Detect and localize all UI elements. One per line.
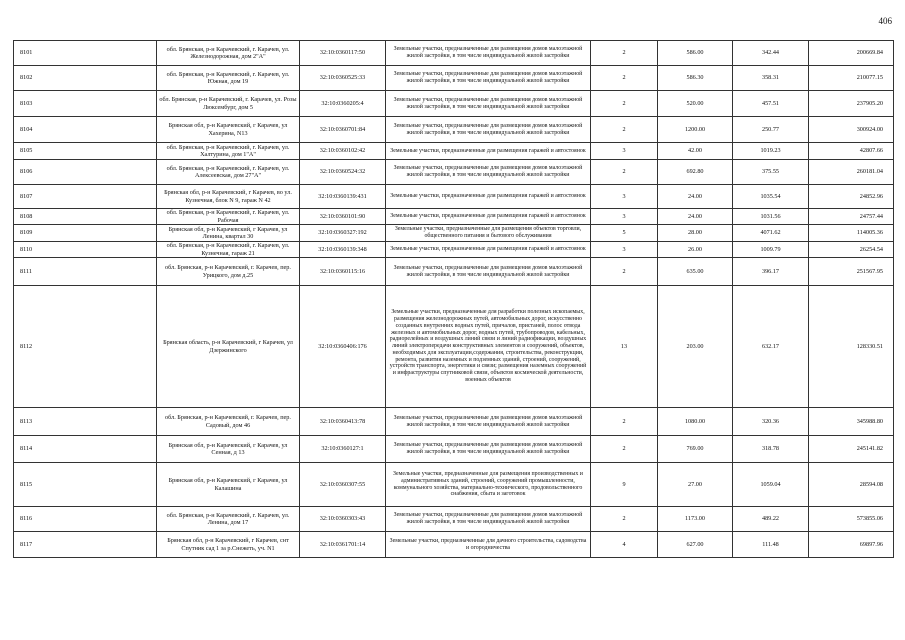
group-number-cell: 3 <box>591 143 658 160</box>
row-number: 8107 <box>14 185 157 209</box>
area-cell: 27.00 <box>658 463 733 507</box>
specific-value-cell: 1035.54 <box>733 185 809 209</box>
land-use-cell: Земельные участки, предназначенные для размещения гаражей и автостоянок <box>386 242 591 258</box>
cadastral-cost-cell: 260181.04 <box>809 160 894 185</box>
table-row <box>14 242 894 258</box>
land-use-cell: Земельные участки, предназначенные для размещения домов малоэтажной жилой застройки, в том числе индивидуальной жилой застройки <box>386 66 591 91</box>
address-cell: обл. Брянская, р-н Карачевский, г. Карачев, пер. Садовый, дом 46 <box>157 408 300 436</box>
land-use-cell: Земельные участки, предназначенные для дачного строительства, садоводства и огородничества <box>386 532 591 558</box>
cadastral-number-cell: 32:10:0360524:32 <box>300 160 386 185</box>
group-number-cell: 5 <box>591 225 658 242</box>
row-number: 8105 <box>14 143 157 160</box>
area-cell: 635.00 <box>658 258 733 286</box>
land-use-cell: Земельные участки, предназначенные для размещения домов малоэтажной жилой застройки, в том числе индивидуальной жилой застройки <box>386 41 591 66</box>
cadastral-cost-cell: 24852.96 <box>809 185 894 209</box>
cadastral-number-cell: 32:10:0360139:431 <box>300 185 386 209</box>
cadastral-number-cell: 32:10:0360525:33 <box>300 66 386 91</box>
group-number-cell: 4 <box>591 532 658 558</box>
table-row <box>14 117 894 143</box>
land-use-cell: Земельные участки, предназначенные для размещения гаражей и автостоянок <box>386 209 591 225</box>
address-cell: Брянская обл, р-н Карачевский, г Карачев, ул Калашина <box>157 463 300 507</box>
land-use-cell: Земельные участки, предназначенные для разработки полезных ископаемых, размещения железнодорожных путей, автомобильных дорог, искусственно созданных внутренних водных путей, причалов, пристаней, полос отвода железных и автомобильных дорог, водных путей, трубопроводов, кабельных, радиорелейных и воздушных линий связи и линий радиофикации, воздушных линий электропередачи конструктивных элементов и сооружений, объектов, необходимых для эксплуатации,содержания, строительства, реконструкции, ремонта, развития наземных и подземных зданий, строений, сооружений, устройств транспорта, энергетики и связи; размещения наземных сооружений и инфраструктуры спутниковой связи, объектов космической деятельности, военных объектов <box>386 286 591 408</box>
area-cell: 203.00 <box>658 286 733 408</box>
cadastral-number-cell: 32:10:0360139:348 <box>300 242 386 258</box>
address-cell: обл. Брянская, р-н Карачевский, г. Карачев, ул. Южная, дом 19 <box>157 66 300 91</box>
row-number: 8101 <box>14 41 157 66</box>
cadastral-cost-cell: 210077.15 <box>809 66 894 91</box>
area-cell: 769.00 <box>658 436 733 463</box>
area-cell: 1200.00 <box>658 117 733 143</box>
cadastral-number-cell: 32:10:0360303:43 <box>300 507 386 532</box>
area-cell: 1173.00 <box>658 507 733 532</box>
cadastral-cost-cell: 24757.44 <box>809 209 894 225</box>
table-row <box>14 209 894 225</box>
table-row <box>14 463 894 507</box>
specific-value-cell: 396.17 <box>733 258 809 286</box>
area-cell: 520.00 <box>658 91 733 117</box>
row-number: 8117 <box>14 532 157 558</box>
cadastral-cost-cell: 300924.00 <box>809 117 894 143</box>
area-cell: 26.00 <box>658 242 733 258</box>
page-number: 406 <box>878 16 892 26</box>
cadastral-cost-cell: 245141.82 <box>809 436 894 463</box>
cadastral-cost-cell: 114005.36 <box>809 225 894 242</box>
address-cell: обл. Брянская, р-н Карачевский, г. Карачев, пер. Урицкого, дом д.25 <box>157 258 300 286</box>
land-use-cell: Земельные участки, предназначенные для размещения гаражей и автостоянок <box>386 185 591 209</box>
table-row <box>14 143 894 160</box>
cadastral-number-cell: 32:10:0360115:16 <box>300 258 386 286</box>
area-cell: 627.00 <box>658 532 733 558</box>
area-cell: 586.00 <box>658 41 733 66</box>
specific-value-cell: 318.78 <box>733 436 809 463</box>
row-number: 8116 <box>14 507 157 532</box>
land-use-cell: Земельные участки, предназначенные для размещения производственных и административных зданий, строений, сооружений промышленности, коммунального хозяйства, материально-технического, продовольственного снабжения, сбыта и заготовок <box>386 463 591 507</box>
specific-value-cell: 1031.56 <box>733 209 809 225</box>
land-use-cell: Земельные участки, предназначенные для размещения домов малоэтажной жилой застройки, в том числе индивидуальной жилой застройки <box>386 91 591 117</box>
table-row <box>14 532 894 558</box>
table-row <box>14 436 894 463</box>
specific-value-cell: 1059.04 <box>733 463 809 507</box>
cadastral-cost-cell: 26254.54 <box>809 242 894 258</box>
row-number: 8102 <box>14 66 157 91</box>
address-cell: обл. Брянская, р-н Карачевский, г. Карачев, ул. Халтурина, дом 1"А" <box>157 143 300 160</box>
cadastral-cost-cell: 128330.51 <box>809 286 894 408</box>
land-use-cell: Земельные участки, предназначенные для размещения домов малоэтажной жилой застройки, в том числе индивидуальной жилой застройки <box>386 117 591 143</box>
row-number: 8106 <box>14 160 157 185</box>
address-cell: обл. Брянская, р-н Карачевский, г. Карачев, ул. Ленина, дом 17 <box>157 507 300 532</box>
specific-value-cell: 1019.23 <box>733 143 809 160</box>
area-cell: 1080.00 <box>658 408 733 436</box>
group-number-cell: 3 <box>591 209 658 225</box>
address-cell: Брянская обл, р-н Карачевский, г Карачев, ул Хахерина, N13 <box>157 117 300 143</box>
land-use-cell: Земельные участки, предназначенные для размещения домов малоэтажной жилой застройки, в том числе индивидуальной жилой застройки <box>386 160 591 185</box>
table-row <box>14 225 894 242</box>
land-use-cell: Земельные участки, предназначенные для размещения домов малоэтажной жилой застройки, в том числе индивидуальной жилой застройки <box>386 507 591 532</box>
address-cell: Брянская обл, р-н Карачевский, г Карачев, снт Спутник сад 1 за р.Снежеть, уч. N1 <box>157 532 300 558</box>
address-cell: обл. Брянская, р-н Карачевский, г. Карачев, ул. Розы Люксембург, дом 5 <box>157 91 300 117</box>
address-cell: обл. Брянская, р-н Карачевский, г. Карачев, ул. Кузнечная, гараж 21 <box>157 242 300 258</box>
address-cell: Брянская область, р-н Карачевский, г Карачев, ул Дзержинского <box>157 286 300 408</box>
group-number-cell: 2 <box>591 41 658 66</box>
table-row <box>14 286 894 408</box>
cadastral-number-cell: 32:10:0360307:55 <box>300 463 386 507</box>
group-number-cell: 2 <box>591 91 658 117</box>
specific-value-cell: 358.31 <box>733 66 809 91</box>
cadastral-value-table <box>13 40 894 558</box>
specific-value-cell: 320.36 <box>733 408 809 436</box>
cadastral-number-cell: 32:10:0361701:14 <box>300 532 386 558</box>
cadastral-number-cell: 32:10:0360327:192 <box>300 225 386 242</box>
group-number-cell: 2 <box>591 258 658 286</box>
table-row <box>14 507 894 532</box>
cadastral-cost-cell: 573855.06 <box>809 507 894 532</box>
area-cell: 24.00 <box>658 185 733 209</box>
table-row <box>14 258 894 286</box>
row-number: 8104 <box>14 117 157 143</box>
row-number: 8103 <box>14 91 157 117</box>
table-row <box>14 66 894 91</box>
area-cell: 692.80 <box>658 160 733 185</box>
cadastral-cost-cell: 42807.66 <box>809 143 894 160</box>
land-use-cell: Земельные участки, предназначенные для размещения домов малоэтажной жилой застройки, в том числе индивидуальной жилой застройки <box>386 408 591 436</box>
specific-value-cell: 111.48 <box>733 532 809 558</box>
area-cell: 586.30 <box>658 66 733 91</box>
cadastral-number-cell: 32:10:0360701:84 <box>300 117 386 143</box>
cadastral-number-cell: 32:10:0360205:4 <box>300 91 386 117</box>
specific-value-cell: 489.22 <box>733 507 809 532</box>
address-cell: Брянская обл, р-н Карачевский, г Карачев, во ул. Кузнечная, блок N 9, гараж N 42 <box>157 185 300 209</box>
group-number-cell: 2 <box>591 436 658 463</box>
land-use-cell: Земельные участки, предназначенные для размещения гаражей и автостоянок <box>386 143 591 160</box>
table-row <box>14 91 894 117</box>
cadastral-number-cell: 32:10:0360101:90 <box>300 209 386 225</box>
table-row <box>14 160 894 185</box>
area-cell: 24.00 <box>658 209 733 225</box>
row-number: 8111 <box>14 258 157 286</box>
group-number-cell: 13 <box>591 286 658 408</box>
group-number-cell: 2 <box>591 408 658 436</box>
cadastral-number-cell: 32:10:0360102:42 <box>300 143 386 160</box>
cadastral-cost-cell: 237905.20 <box>809 91 894 117</box>
row-number: 8108 <box>14 209 157 225</box>
specific-value-cell: 375.55 <box>733 160 809 185</box>
specific-value-cell: 632.17 <box>733 286 809 408</box>
land-use-cell: Земельные участки, предназначенные для размещения домов малоэтажной жилой застройки, в том числе индивидуальной жилой застройки <box>386 436 591 463</box>
group-number-cell: 3 <box>591 242 658 258</box>
cadastral-number-cell: 32:10:0360413:78 <box>300 408 386 436</box>
cadastral-cost-cell: 28594.08 <box>809 463 894 507</box>
cadastral-number-cell: 32:10:0360127:1 <box>300 436 386 463</box>
cadastral-cost-cell: 251567.95 <box>809 258 894 286</box>
specific-value-cell: 342.44 <box>733 41 809 66</box>
row-number: 8112 <box>14 286 157 408</box>
address-cell: обл. Брянская, р-н Карачевский, г. Карачев, ул. Железнодорожная, дом 2"А" <box>157 41 300 66</box>
row-number: 8109 <box>14 225 157 242</box>
group-number-cell: 3 <box>591 185 658 209</box>
address-cell: обл. Брянская, р-н Карачевский, г. Карачев, ул. Рабочая <box>157 209 300 225</box>
specific-value-cell: 4071.62 <box>733 225 809 242</box>
cadastral-cost-cell: 69897.96 <box>809 532 894 558</box>
specific-value-cell: 1009.79 <box>733 242 809 258</box>
land-use-cell: Земельные участки, предназначенные для размещения объектов торговли, общественного питания и бытового обслуживания <box>386 225 591 242</box>
cadastral-number-cell: 32:10:0360406:176 <box>300 286 386 408</box>
group-number-cell: 2 <box>591 160 658 185</box>
row-number: 8110 <box>14 242 157 258</box>
address-cell: Брянская обл, р-н Карачевский, г Карачев, ул Сенная, д 13 <box>157 436 300 463</box>
table-row <box>14 408 894 436</box>
table-row <box>14 185 894 209</box>
specific-value-cell: 457.51 <box>733 91 809 117</box>
land-use-cell: Земельные участки, предназначенные для размещения домов малоэтажной жилой застройки, в том числе индивидуальной жилой застройки <box>386 258 591 286</box>
group-number-cell: 9 <box>591 463 658 507</box>
group-number-cell: 2 <box>591 66 658 91</box>
cadastral-cost-cell: 200669.84 <box>809 41 894 66</box>
group-number-cell: 2 <box>591 507 658 532</box>
table-body <box>14 41 894 558</box>
specific-value-cell: 250.77 <box>733 117 809 143</box>
row-number: 8114 <box>14 436 157 463</box>
row-number: 8113 <box>14 408 157 436</box>
area-cell: 42.00 <box>658 143 733 160</box>
row-number: 8115 <box>14 463 157 507</box>
address-cell: Брянская обл, р-н Карачевский, г Карачев, ул Ленина, квартал 30 <box>157 225 300 242</box>
area-cell: 28.00 <box>658 225 733 242</box>
cadastral-number-cell: 32:10:0360117:50 <box>300 41 386 66</box>
address-cell: обл. Брянская, р-н Карачевский, г. Карачев, ул. Алексеевская, дом 27"А" <box>157 160 300 185</box>
table-row <box>14 41 894 66</box>
cadastral-cost-cell: 345988.80 <box>809 408 894 436</box>
group-number-cell: 2 <box>591 117 658 143</box>
